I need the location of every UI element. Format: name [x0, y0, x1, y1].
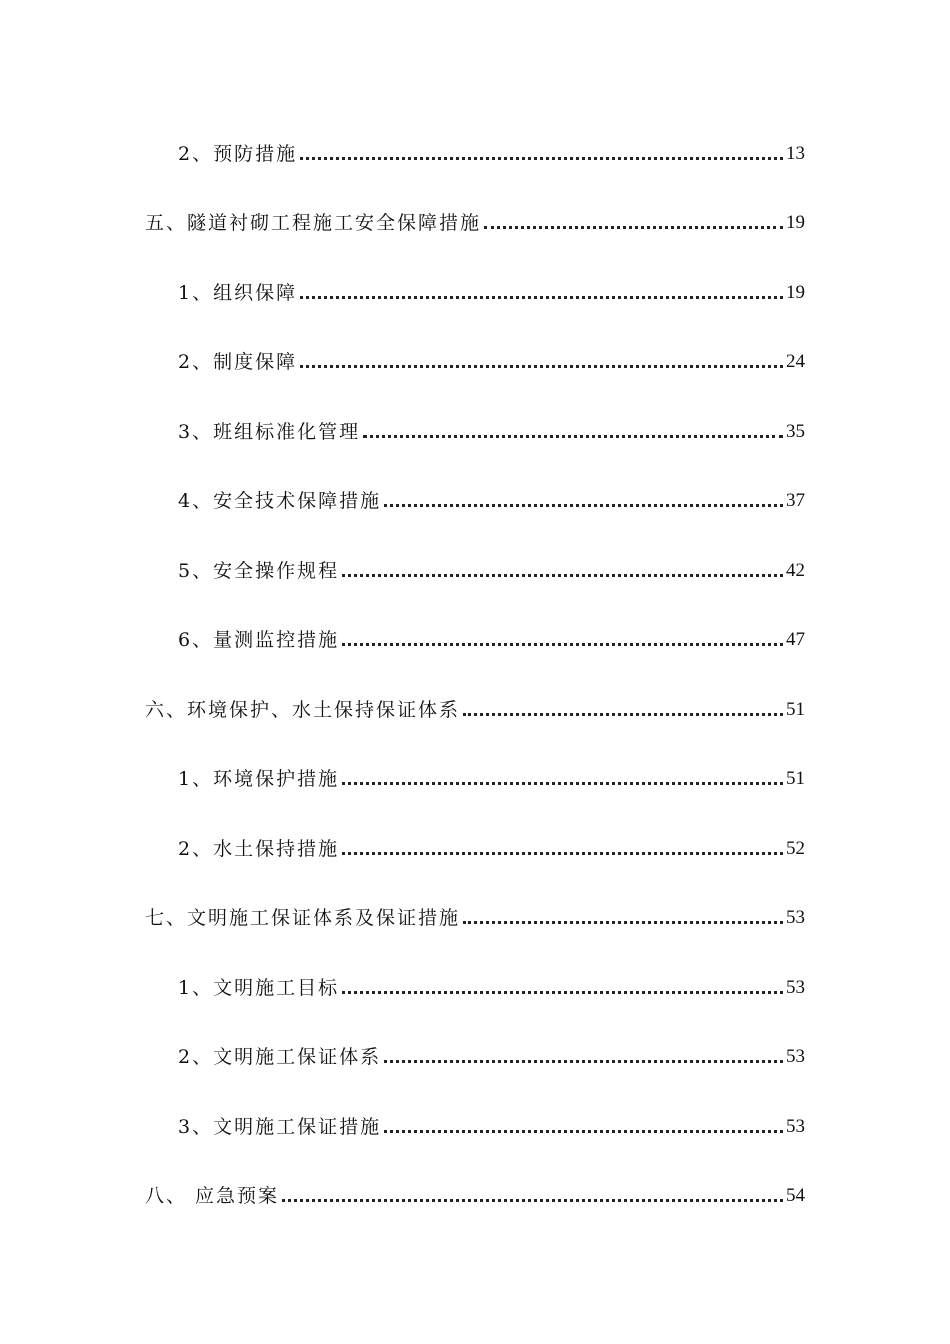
toc-entry[interactable] — [178, 338, 805, 374]
toc-entry[interactable] — [178, 269, 805, 305]
toc-entry-label: 5、安全操作规程 — [178, 560, 340, 582]
toc-page-number: 37 — [786, 490, 805, 511]
toc-page-number: 47 — [786, 629, 805, 650]
toc-entry[interactable] — [178, 130, 805, 166]
toc-dot-leader — [282, 1198, 783, 1202]
toc-entry-label: 6、量测监控措施 — [178, 629, 340, 651]
toc-dot-leader — [342, 573, 783, 577]
toc-page-number: 53 — [786, 977, 805, 998]
toc-entry[interactable] — [178, 616, 805, 652]
toc-entry-label: 4、安全技术保障措施 — [178, 490, 382, 512]
toc-dot-leader — [484, 225, 783, 229]
toc-entry-label: 八、 应急预案 — [145, 1185, 280, 1207]
toc-page-number: 54 — [786, 1185, 805, 1206]
toc-dot-leader — [342, 990, 783, 994]
toc-dot-leader — [300, 364, 783, 368]
toc-entry-label: 3、班组标准化管理 — [178, 421, 361, 443]
toc-entry-label: 2、水土保持措施 — [178, 838, 340, 860]
toc-entry[interactable] — [145, 894, 805, 930]
toc-entry-label: 3、文明施工保证措施 — [178, 1116, 382, 1138]
toc-dot-leader — [342, 642, 783, 646]
toc-page-number: 53 — [786, 1116, 805, 1137]
toc-entry[interactable] — [178, 408, 805, 444]
toc-dot-leader — [300, 156, 783, 160]
toc-page-number: 53 — [786, 1046, 805, 1067]
toc-entry-label: 2、制度保障 — [178, 351, 298, 373]
toc-dot-leader — [463, 712, 783, 716]
toc-entry[interactable] — [145, 1172, 805, 1208]
toc-entry-label: 1、文明施工目标 — [178, 977, 340, 999]
toc-page-number: 19 — [786, 212, 805, 233]
toc-dot-leader — [384, 1129, 783, 1133]
toc-dot-leader — [384, 503, 783, 507]
toc-entry[interactable] — [145, 199, 805, 235]
toc-entry[interactable] — [178, 755, 805, 791]
toc-entry-label: 2、文明施工保证体系 — [178, 1046, 382, 1068]
toc-entry[interactable] — [178, 1033, 805, 1069]
toc-entry-label: 1、组织保障 — [178, 282, 298, 304]
toc-entry-label: 六、环境保护、水土保持保证体系 — [145, 699, 461, 721]
toc-entry-label: 五、隧道衬砌工程施工安全保障措施 — [145, 212, 482, 234]
toc-dot-leader — [463, 920, 783, 924]
toc-page-number: 53 — [786, 907, 805, 928]
toc-entry[interactable] — [178, 825, 805, 861]
toc-entry[interactable] — [145, 686, 805, 722]
toc-entry-label: 1、环境保护措施 — [178, 768, 340, 790]
toc-dot-leader — [300, 295, 783, 299]
toc-entry-label: 2、预防措施 — [178, 143, 298, 165]
toc-page-number: 52 — [786, 838, 805, 859]
toc-page-number: 42 — [786, 560, 805, 581]
toc-entry-label: 七、文明施工保证体系及保证措施 — [145, 907, 461, 929]
toc-dot-leader — [342, 781, 783, 785]
toc-page-number: 19 — [786, 282, 805, 303]
toc-entry[interactable] — [178, 547, 805, 583]
toc-dot-leader — [384, 1059, 783, 1063]
toc-dot-leader — [363, 434, 783, 438]
toc-entry[interactable] — [178, 1103, 805, 1139]
toc-entry[interactable] — [178, 964, 805, 1000]
toc-entry[interactable] — [178, 477, 805, 513]
toc-page-number: 51 — [786, 699, 805, 720]
toc-dot-leader — [342, 851, 783, 855]
toc-page-number: 35 — [786, 421, 805, 442]
toc-page-number: 13 — [786, 143, 805, 164]
toc-page-number: 51 — [786, 768, 805, 789]
toc-page-number: 24 — [786, 351, 805, 372]
